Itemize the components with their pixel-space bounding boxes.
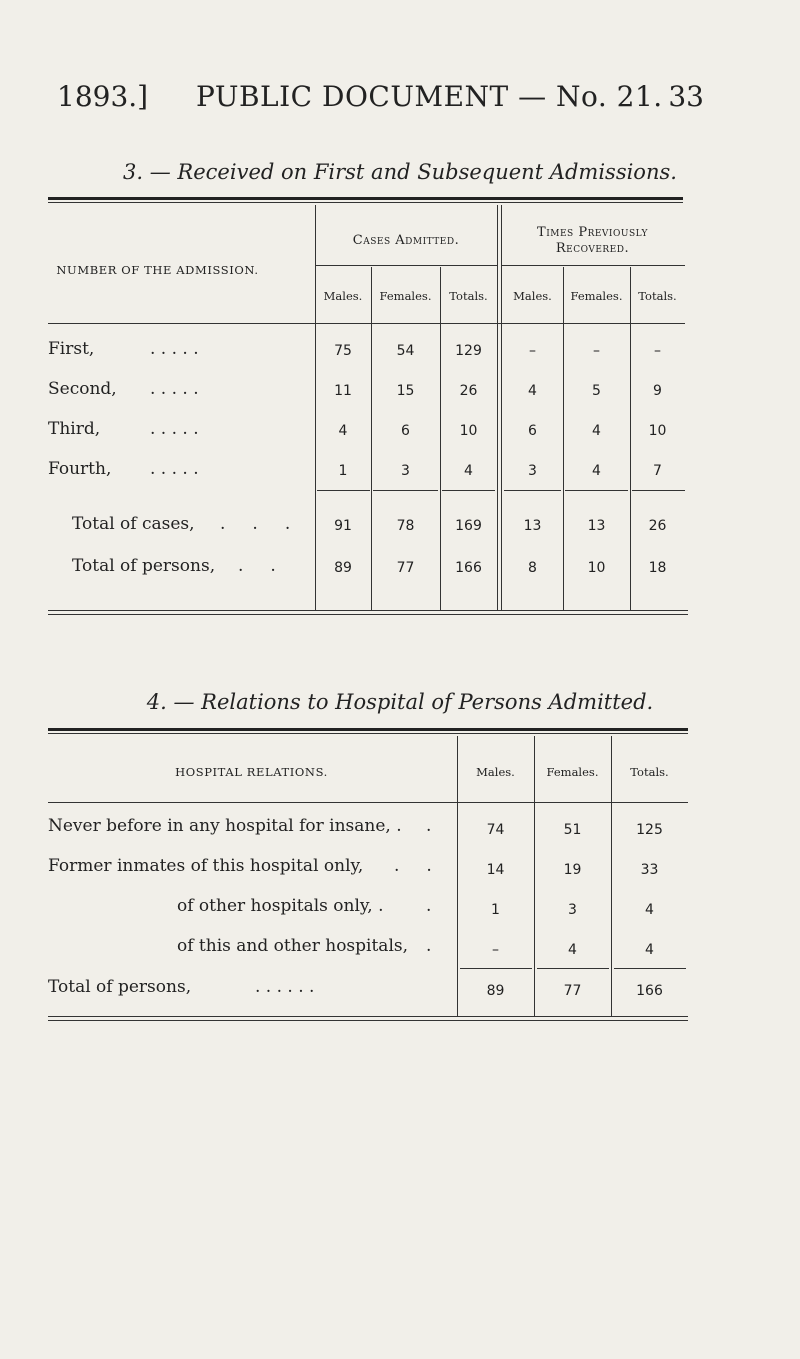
table-cell: 4 — [338, 423, 348, 439]
table-cell: 3 — [528, 463, 537, 479]
table-cell: 26 — [459, 383, 478, 399]
table-cell: 89 — [334, 560, 352, 576]
table-cell: 4 — [568, 942, 577, 958]
table3-row-dots: . . . . . — [150, 379, 199, 399]
table3-row-dots: . . . . . — [150, 339, 199, 359]
table-cell: 3 — [401, 463, 410, 479]
table-cell: 4 — [528, 383, 537, 399]
table-cell: 9 — [653, 383, 662, 399]
table3-row-dots: . . . . . — [150, 419, 199, 439]
table-cell: 5 — [592, 383, 601, 399]
table3-sub-totals-1: Totals. — [449, 289, 488, 303]
table3-row-label: Third, — [48, 419, 101, 439]
table3-top-rule-thin — [48, 202, 683, 203]
table3-sub-totals-2: Totals. — [638, 289, 677, 303]
table-cell: 91 — [334, 518, 352, 534]
table-cell: 6 — [401, 423, 410, 439]
table-cell: – — [593, 343, 600, 359]
table4-top-rule-thin — [48, 733, 688, 734]
table4-bottom-rule-2 — [48, 1020, 688, 1021]
table3-row-label: Second, — [48, 379, 117, 399]
table-cell: 33 — [640, 862, 659, 878]
table4-row-label: Never before in any hospital for insane, . — [48, 816, 402, 836]
table4-row-dots: . — [426, 816, 432, 836]
table-cell: 4 — [592, 423, 601, 439]
table3-group-times-recovered: Times Previously Recovered. — [537, 225, 648, 256]
table4-row-label: of other hospitals only, . — [177, 896, 384, 916]
table-cell: 10 — [648, 423, 667, 439]
table-cell: 129 — [455, 343, 482, 359]
table4-row-dots: . — [426, 896, 432, 916]
table-cell: 4 — [645, 942, 654, 958]
table-cell: 78 — [396, 518, 415, 534]
table3-row-header: NUMBER OF THE ADMISSION. — [56, 263, 259, 277]
table3-header-rule — [48, 323, 685, 324]
table3-sub-males-1: Males. — [323, 289, 363, 303]
table3-group-cases-admitted: Cases Admitted. — [352, 233, 460, 248]
table3-row-dots: . . . — [220, 514, 291, 534]
table-cell: 19 — [563, 862, 582, 878]
table-cell: 14 — [486, 862, 505, 878]
table3-sub-females-1: Females. — [379, 289, 432, 303]
table3-row-dots: . . — [238, 556, 276, 576]
table-cell: 11 — [334, 383, 352, 399]
table-cell: 51 — [563, 822, 582, 838]
table-cell: – — [529, 343, 536, 359]
table4-header-rule — [48, 802, 688, 803]
table-cell: 26 — [648, 518, 667, 534]
table4-col-males: Males. — [476, 765, 515, 779]
table-cell: 13 — [587, 518, 606, 534]
header-title: PUBLIC DOCUMENT — No. 21. — [196, 80, 663, 113]
table3-top-rule — [48, 197, 683, 200]
table4-col-totals: Totals. — [630, 765, 669, 779]
table-cell: 1 — [338, 463, 348, 479]
table-cell: 8 — [528, 560, 537, 576]
table4-title: 4. — Relations to Hospital of Persons Admitted. — [146, 690, 654, 714]
table3-sub-females-2: Females. — [570, 289, 623, 303]
table4-row-dots: . . — [394, 856, 432, 876]
table-cell: 89 — [486, 983, 505, 999]
table-cell: 10 — [459, 423, 478, 439]
table4-row-header: HOSPITAL RELATIONS. — [175, 765, 328, 779]
table-cell: 3 — [568, 902, 577, 918]
table-cell: 77 — [563, 983, 582, 999]
table3-bottom-rule-2 — [48, 614, 688, 615]
table3-title: 3. — Received on First and Subsequent Admissions. — [123, 160, 677, 184]
table4-row-label: of this and other hospitals, — [177, 936, 409, 956]
table3-group1-rule — [315, 265, 497, 266]
table-cell: 15 — [396, 383, 415, 399]
table-cell: – — [492, 942, 499, 958]
table-cell: 77 — [396, 560, 415, 576]
table3-row-dots: . . . . . — [150, 459, 199, 479]
table3-row-label: Fourth, — [48, 459, 112, 479]
table-cell: 6 — [528, 423, 537, 439]
table3-bottom-rule — [48, 610, 688, 611]
table-cell: 169 — [455, 518, 482, 534]
header-year: 1893.] — [57, 80, 149, 113]
table-cell: 4 — [645, 902, 654, 918]
table-cell: – — [654, 343, 661, 359]
header-page-number: 33 — [668, 80, 704, 113]
table3-row-label: Total of persons, — [72, 556, 216, 576]
table3-row-label: First, — [48, 339, 95, 359]
table4-row-label: Total of persons, — [48, 977, 192, 997]
table-cell: 74 — [486, 822, 505, 838]
table-cell: 7 — [653, 463, 662, 479]
table-cell: 18 — [648, 560, 667, 576]
table-cell: 125 — [636, 822, 663, 838]
table4-row-label: Former inmates of this hospital only, — [48, 856, 364, 876]
table4-row-dots: . . . . . . — [255, 977, 315, 997]
table-cell: 54 — [396, 343, 415, 359]
table4-bottom-rule — [48, 1016, 688, 1017]
table-cell: 13 — [523, 518, 542, 534]
table-cell: 1 — [491, 902, 500, 918]
page-header — [0, 80, 800, 120]
table-cell: 10 — [587, 560, 606, 576]
table-cell: 4 — [464, 463, 473, 479]
table3-row-label: Total of cases, — [72, 514, 195, 534]
table-cell: 4 — [592, 463, 601, 479]
table4-col-females: Females. — [546, 765, 599, 779]
table3-sub-males-2: Males. — [513, 289, 552, 303]
table-cell: 166 — [636, 983, 663, 999]
table3-group2-rule — [502, 265, 685, 266]
table4-top-rule — [48, 728, 688, 731]
table4-row-dots: . — [426, 936, 432, 956]
table-cell: 75 — [334, 343, 352, 359]
table-cell: 166 — [455, 560, 482, 576]
